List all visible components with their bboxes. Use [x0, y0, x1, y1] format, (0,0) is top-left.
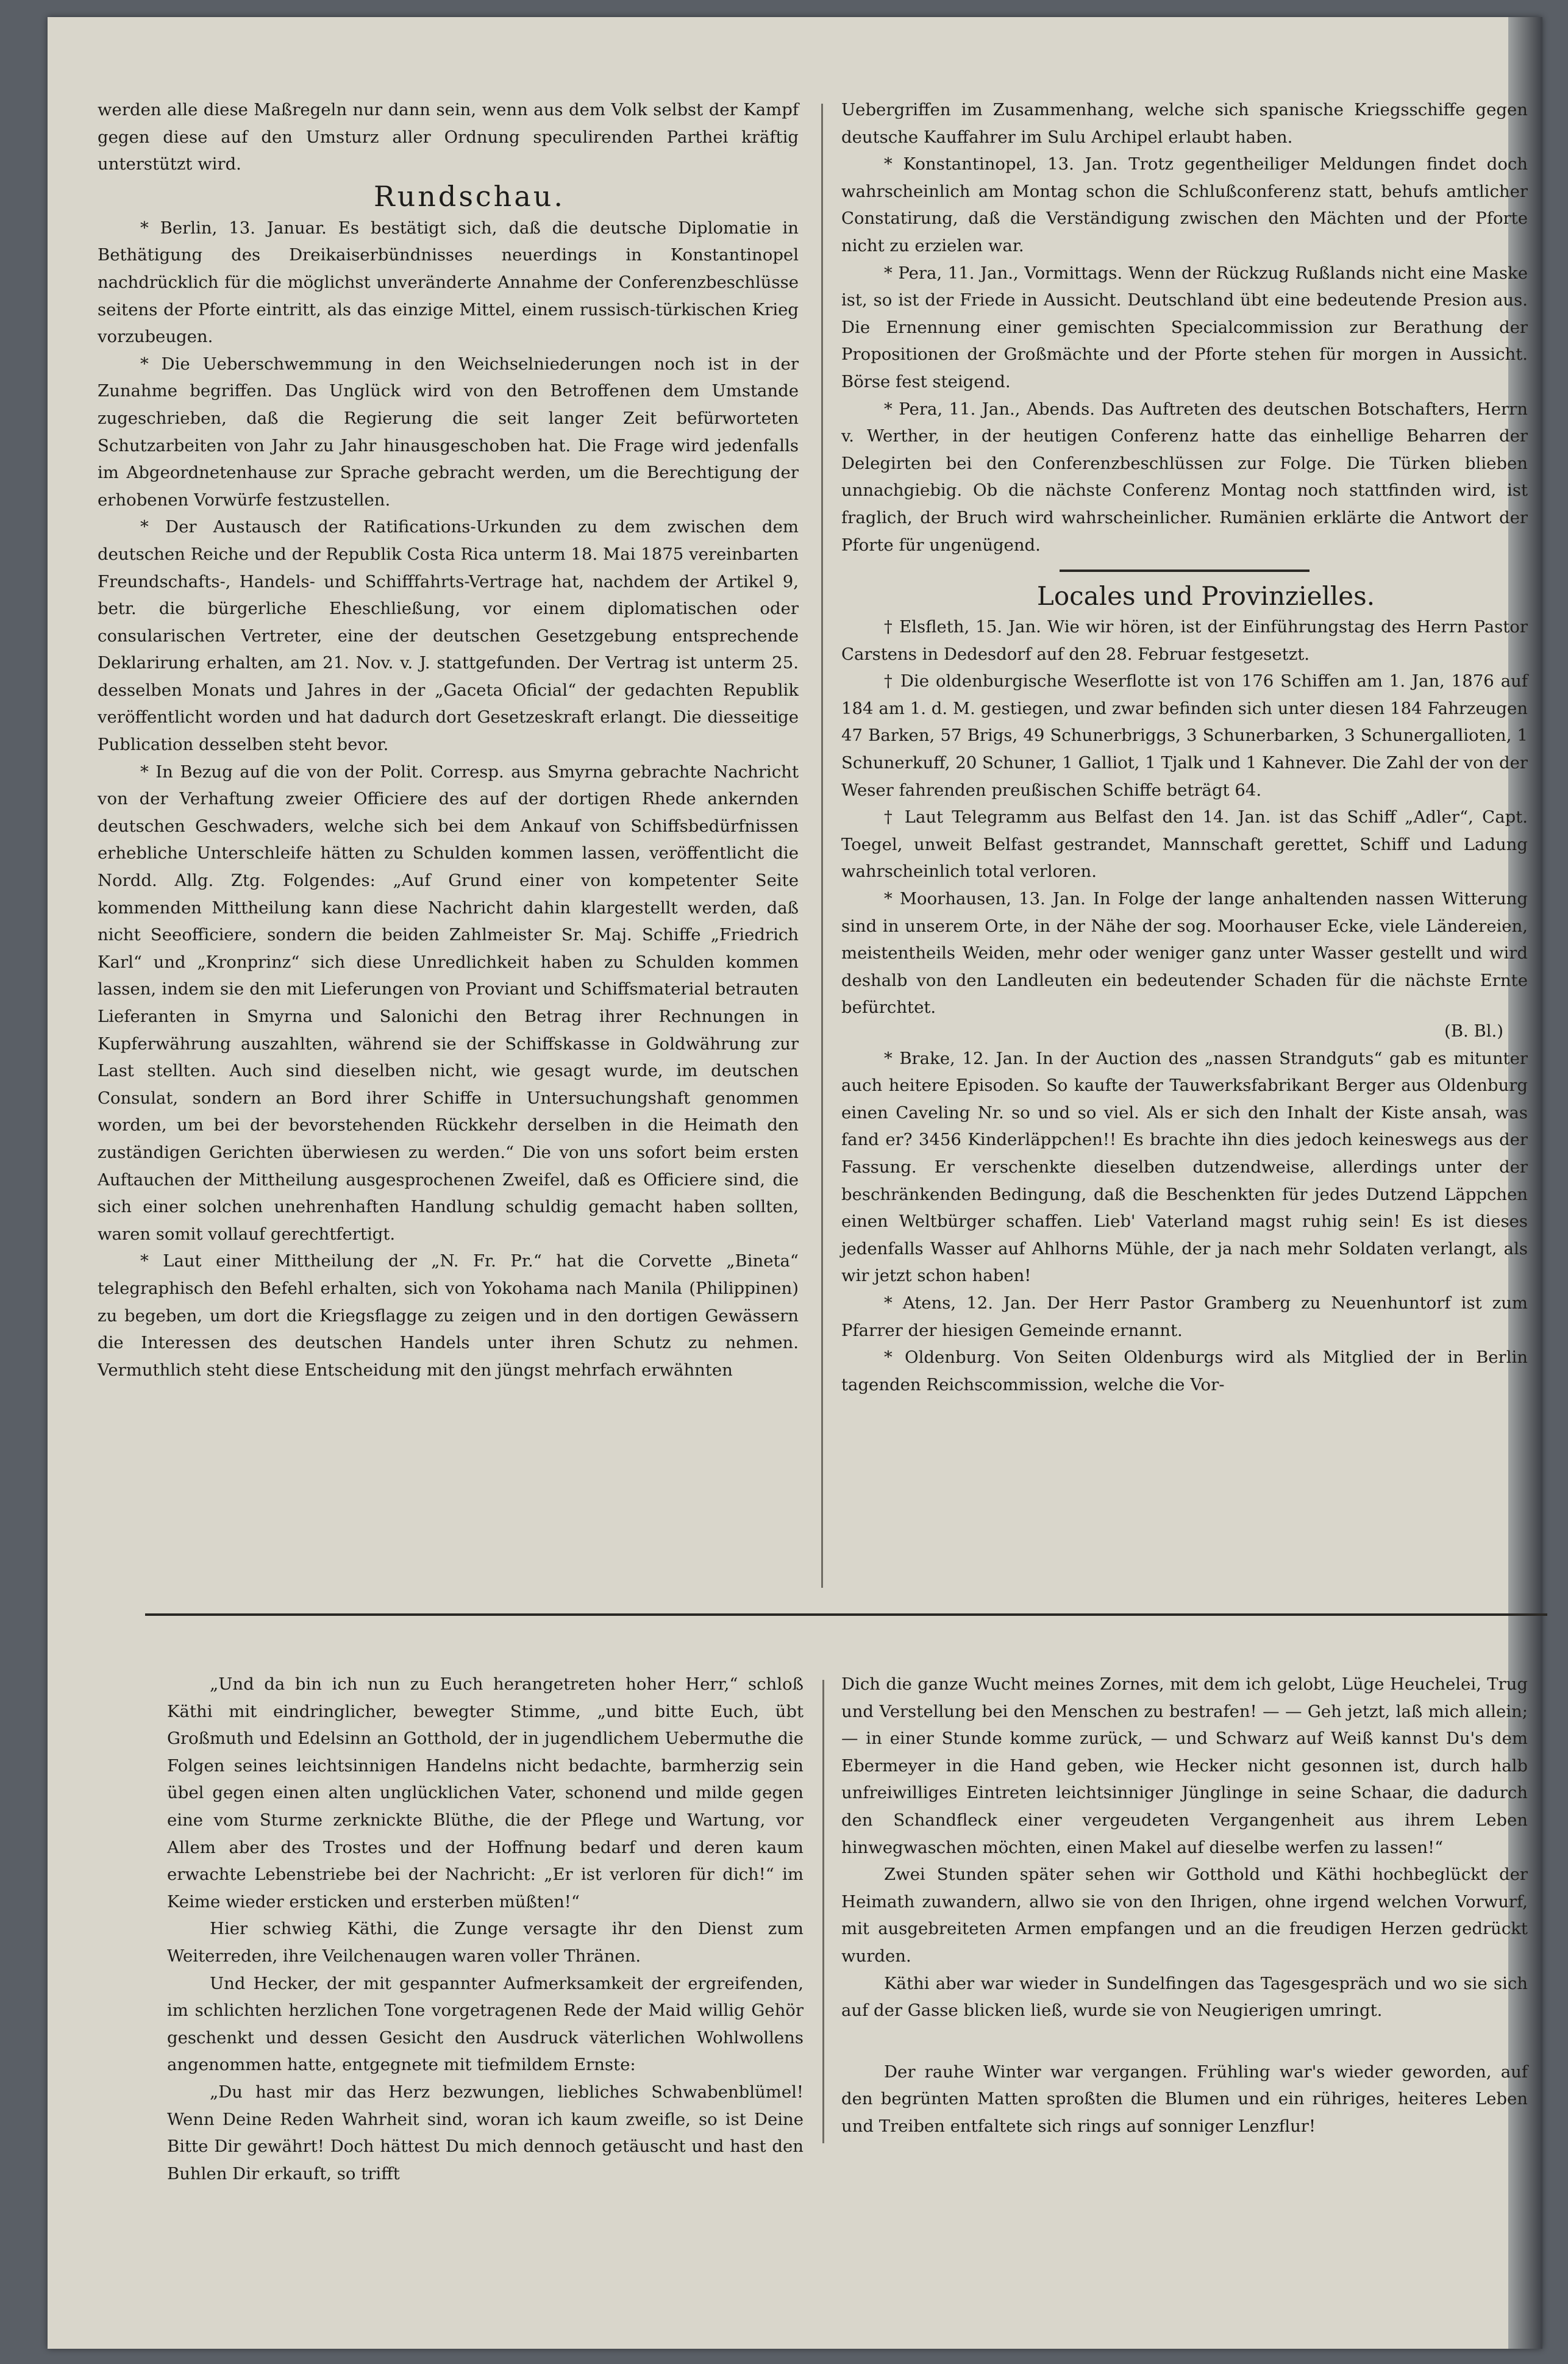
feuilleton-column-right — [841, 1671, 1528, 2140]
news-item-atens: * Atens, 12. Jan. Der Herr Pastor Gramberg zu Neuenhuntorf ist zum Pfarrer der hiesigen Gemeinde ernannt. — [841, 1293, 1528, 1340]
article-continuation-right: Uebergriffen im Zusammenhang, welche sich spanische Kriegsschiffe gegen deutsche Kauffahrer im Sulu Archipel erlaubt haben. — [841, 100, 1528, 147]
feuilleton-paragraph: Dich die ganze Wucht meines Zornes, mit dem ich gelobt, Lüge Heuchelei, Trug und Verstellung bei den Menschen zu bestrafen! — — Geh jetzt, laß mich allein; — in einer Stunde komme zurück, — und Schwarz auf Weiß kannst Du's dem Ebermeyer in die Hand geben, wie Hecker nicht gesonnen ist, durch halb unfreiwilliges Eintreten leichtsinniger Jünglinge in seine Schaar, die dadurch den Schandfleck einer vergeudeten Vergangenheit aus ihrem Leben hinwegwaschen möchten, einen Makel auf dieselbe werfen zu lassen!“ — [841, 1674, 1528, 1857]
feuilleton-paragraph: Hier schwieg Käthi, die Zunge versagte ihr den Dienst zum Weiterreden, ihre Veilchenaugen waren voller Thränen. — [167, 1919, 804, 1966]
news-item-costa-rica: * Der Austausch der Ratifications-Urkunden zu dem zwischen dem deutschen Reiche und der Republik Costa Rica unterm 18. Mai 1875 vereinbarten Freundschafts-, Handels- und Schifffahrts-Vertrage hat, nachdem der Artikel 9, betr. die bürgerliche Eheschließung, vor einem diplomatischen oder consularischen Vertreter, eine der deutschen Gesetzgebung entsprechende Deklarirung erhalten, am 21. Nov. v. J. stattgefunden. Der Vertrag ist unterm 25. desselben Monats und Jahres in der „Gaceta Oficial“ der gedachten Republik veröffentlicht worden und hat dadurch dort Gesetzeskraft erlangt. Die diesseitige Publication desselben steht bevor. — [98, 517, 799, 755]
news-item-belfast: † Laut Telegramm aus Belfast den 14. Jan. ist das Schiff „Adler“, Capt. Toegel, unweit Belfast gestrandet, Mannschaft gerettet, Schiff und Ladung wahrscheinlich total verloren. — [841, 807, 1528, 882]
feuilleton-paragraph: „Und da bin ich nun zu Euch herangetreten hoher Herr,“ schloß Käthi mit eindringlicher, bewegter Stimme, „und bitte Euch, übt Großmuth und Edelsinn an Gotthold, der in jugendlichem Uebermuthe die Folgen seines leichtsinnigen Handelns nicht bedachte, barmherzig sein übel gegen einen alten unglücklichen Vater, schonend und milde gegen eine vom Sturme zerknickte Blüthe, die der Pflege und Wartung, vor Allem aber des Trostes und der Hoffnung bedarf und deren kaum erwachte Lebenstriebe bei der Nachricht: „Er ist verloren für dich!“ im Keime wieder ersticken und ersterben müßten!“ — [167, 1674, 804, 1912]
feuilleton-paragraph: Der rauhe Winter war vergangen. Frühling war's wieder geworden, auf den begrünten Matten sproßten die Blumen und ein rühriges, heiteres Leben und Treiben entfaltete sich rings auf sonniger Lenzflur! — [841, 2062, 1528, 2136]
section-rule — [1060, 570, 1310, 572]
news-item-elsfleth: † Elsfleth, 15. Jan. Wie wir hören, ist der Einführungstag des Herrn Pastor Carstens in Dedesdorf auf den 28. Februar festgesetzt. — [841, 617, 1528, 664]
news-item-pera-evening: * Pera, 11. Jan., Abends. Das Auftreten des deutschen Botschafters, Herrn v. Werther, in der heutigen Conferenz hatte das einhellige Beharren der Delegirten bei den Conferenzbeschlüssen zur Folge. Die Türken blieben unnachgiebig. Ob die nächste Conferenz Montag noch stattfinden wird, ist fraglich, der Bruch wird wahrscheinlicher. Rumänien erklärte die Antwort der Pforte für ungenügend. — [841, 399, 1528, 555]
feuilleton-paragraph: Und Hecker, der mit gespannter Aufmerksamkeit der ergreifenden, im schlichten herzlichen Tone vorgetragenen Rede der Maid willig Gehör geschenkt und dessen Gesicht den Ausdruck väterlichen Wohlwollens angenommen hatte, entgegnete mit tiefmildem Ernste: — [167, 1973, 804, 2075]
feuilleton-paragraph: „Du hast mir das Herz bezwungen, liebliches Schwabenblümel! Wenn Deine Reden Wahrheit sind, woran ich kaum zweifle, so ist Deine Bitte Dir gewährt! Doch hättest Du mich dennoch getäuscht und hast den Buhlen Dir erkauft, so trifft — [167, 2082, 804, 2184]
feuilleton-paragraph: Käthi aber war wieder in Sundelfingen das Tagesgespräch und wo sie sich auf der Gasse blicken ließ, wurde sie von Neugierigen umringt. — [841, 1973, 1528, 2021]
news-item-berlin: * Berlin, 13. Januar. Es bestätigt sich, daß die deutsche Diplomatie in Bethätigung des Dreikaiserbündnisses neuerdings in Konstantinopel nachdrücklich für die möglichst unveränderte Annahme der Conferenzbeschlüsse seitens der Pforte eintritt, als das einzige Mittel, einem russisch-türkischen Krieg vorzubeugen. — [98, 218, 799, 347]
news-column-left — [98, 96, 799, 1384]
news-item-weserflotte: † Die oldenburgische Weserflotte ist von 176 Schiffen am 1. Jan, 1876 auf 184 am 1. d. M. gestiegen, und zwar befinden sich unter diesen 184 Fahrzeugen 47 Barken, 57 Brigs, 49 Schunerbriggs, 3 Schunerbarken, 3 Schunergallioten, 1 Schunerkuff, 20 Schuner, 1 Galliot, 1 Tjalk und 1 Kahnever. Die Zahl der von der Weser fahrenden preußischen Schiffe beträgt 64. — [841, 671, 1528, 800]
newspaper-page — [48, 17, 1542, 2349]
news-column-right — [841, 96, 1528, 1398]
news-item-brake: * Brake, 12. Jan. In der Auction des „nassen Strandguts“ gab es mitunter auch heitere Episoden. So kaufte der Tauwerksfabrikant Berger aus Oldenburg einen Caveling Nr. so und so viel. Als er sich den Inhalt der Kiste ansah, was fand er? 3456 Kinderläppchen!! Es brachte ihn dies jedoch keineswegs aus der Fassung. Er verschenkte dieselben dutzendweise, allerdings unter der beschränkenden Bedingung, daß die Beschenkten für jedes Dutzend Läppchen einen Weltbürger schaffen. Lieb' Vaterland magst ruhig sein! Es ist dieses jedenfalls Wasser auf Ahlhorns Mühle, der ja nach mehr Soldaten verlangt, als wir jetzt schon haben! — [841, 1048, 1528, 1286]
news-item-weichsel: * Die Ueberschwemmung in den Weichselniederungen noch ist in der Zunahme begriffen. Das Unglück wird von den Betroffenen dem Umstande zugeschrieben, daß die Regierung die seit langer Zeit befürworteten Schutzarbeiten von Jahr zu Jahr hinausgeschoben hat. Die Frage wird jedenfalls im Abgeordnetenhause zur Sprache gebracht werden, um die Berechtigung der erhobenen Vorwürfe festzustellen. — [98, 354, 799, 510]
news-item-smyrna: * In Bezug auf die von der Polit. Corresp. aus Smyrna gebrachte Nachricht von der Verhaftung zweier Officiere des auf der dortigen Rhede ankernden deutschen Geschwaders, welche sich bei dem Ankauf von Schiffsbedürfnissen erhebliche Unterschleife hätten zu Schulden kommen lassen, veröffentlicht die Nordd. Allg. Ztg. Folgendes: „Auf Grund einer von kompetenter Seite kommenden Mittheilung kann diese Nachricht dahin klargestellt werden, daß nicht Seeofficiere, sondern die beiden Zahlmeister Sr. Maj. Schiffe „Friedrich Karl“ und „Kronprinz“ sich diese Unredlichkeit haben zu Schulden kommen lassen, indem sie den mit Lieferungen von Proviant und Schiffsmaterial betrauten Lieferanten in Smyrna und Salonichi den Betrag ihrer Rechnungen in Kupferwährung auszahlten, während sie der Schiffskasse in Goldwährung zur Last stellten. Auch sind dieselben nicht, wie gesagt wurde, im deutschen Consulat, sondern an Bord ihrer Schiffe in Untersuchungshaft genommen worden, um bei der bevorstehenden Rückkehr derselben in die Heimath den zuständigen Gerichten überwiesen zu werden.“ Die von uns sofort beim ersten Auftauchen der Mittheilung ausgesprochenen Zweifel, daß es Officiere sind, die sich einer solchen unehrenhaften Handlung schuldig gemacht haben sollten, waren somit vollauf gerechtfertigt. — [98, 762, 799, 1244]
news-item-moorhausen: * Moorhausen, 13. Jan. In Folge der lange anhaltenden nassen Witterung sind in unserem Orte, in der Nähe der sog. Moorhauser Ecke, viele Ländereien, meistentheils Weiden, mehr oder weniger ganz unter Wasser gestellt und wird deshalb von den Landleuten ein bedeutender Schaden für die nächste Ernte befürchtet. — [841, 889, 1528, 1018]
feuilleton-separator — [145, 1613, 1547, 1616]
article-continuation: werden alle diese Maßregeln nur dann sein, wenn aus dem Volk selbst der Kampf gegen diese auf den Umsturz aller Ordnung speculirenden Parthei kräftig unterstützt wird. — [98, 100, 799, 174]
section-heading-locales: Locales und Provinzielles. — [1036, 581, 1375, 612]
feuilleton-column-divider — [822, 1680, 824, 2143]
news-item-pera-morning: * Pera, 11. Jan., Vormittags. Wenn der Rückzug Rußlands nicht eine Maske ist, so ist der Friede in Aussicht. Deutschland übt eine bedeutende Presion aus. Die Ernennung einer gemischten Specialcommission zur Berathung der Propositionen der Großmächte und der Pforte stehen für morgen in Aussicht. Börse fest steigend. — [841, 263, 1528, 391]
feuilleton-column-left — [167, 1671, 804, 2187]
news-item-konstantinopel: * Konstantinopel, 13. Jan. Trotz gegentheiliger Meldungen findet doch wahrscheinlich am Montag schon die Schlußconferenz statt, behufs amtlicher Constatirung, daß die Verständigung zwischen den Mächten und der Pforte nicht zu erzielen war. — [841, 154, 1528, 255]
source-note: (B. Bl.) — [1444, 1021, 1503, 1041]
news-item-oldenburg: * Oldenburg. Von Seiten Oldenburgs wird als Mitglied der in Berlin tagenden Reichscommission, welche die Vor- — [841, 1348, 1528, 1394]
section-heading-rundschau: Rundschau. — [373, 179, 565, 213]
news-item-bineta: * Laut einer Mittheilung der „N. Fr. Pr.“ hat die Corvette „Bineta“ telegraphisch den Befehl erhalten, sich von Yokohama nach Manila (Philippinen) zu begeben, um dort die Kriegsflagge zu zeigen und in den dortigen Gewässern die Interessen des deutschen Handels unter ihren Schutz zu nehmen. Vermuthlich steht diese Entscheidung mit den jüngst mehrfach erwähnten — [98, 1251, 799, 1380]
column-divider — [821, 104, 823, 1588]
feuilleton-paragraph: Zwei Stunden später sehen wir Gotthold und Käthi hochbeglückt der Heimath zuwandern, allwo sie von den Ihrigen, ohne irgend welchen Vorwurf, mit ausgebreiteten Armen empfangen und an die freudigen Herzen gedrückt wurden. — [841, 1865, 1528, 1966]
